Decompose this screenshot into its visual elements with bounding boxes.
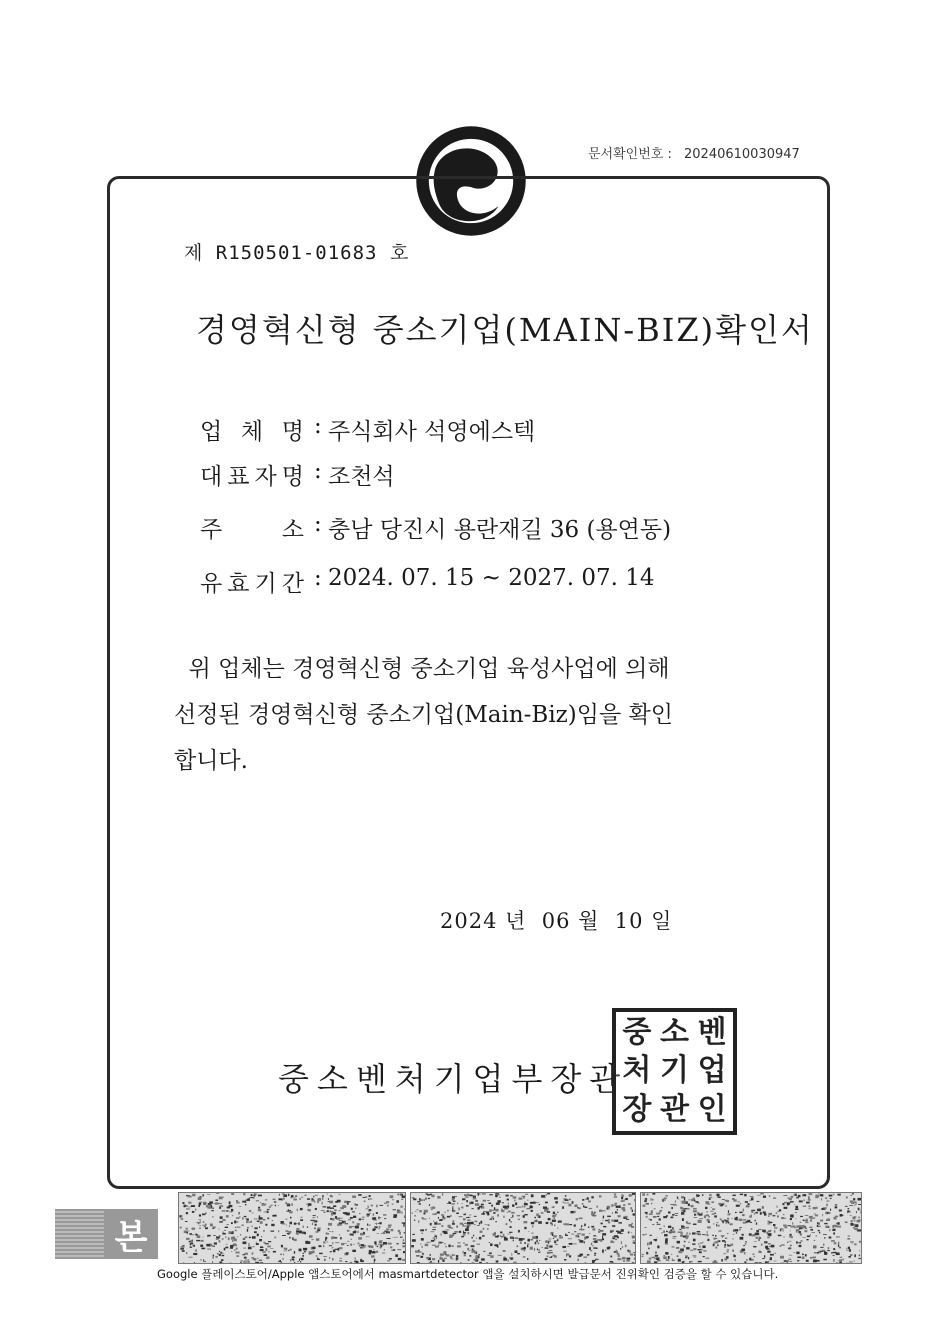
field-separator: : — [314, 565, 322, 591]
certificate-title: 경영혁신형 중소기업(MAIN-BIZ)확인서 — [196, 311, 814, 349]
issue-date: 2024 년 06 월 10 일 — [440, 909, 673, 933]
field-value: 조천석 — [328, 464, 395, 490]
field-key: 유 효 기 간 — [200, 571, 304, 597]
original-stamp: 본 — [104, 1209, 158, 1259]
official-seal: 중 소 벤 처 기 업 장 관 인 — [612, 1008, 737, 1135]
verification-notice: Google 플레이스토어/Apple 앱스토어에서 masmartdetector 앱을 설치하시면 발급문서 진위확인 검증을 할 수 있습니다. — [157, 1267, 779, 1281]
doc-check-number — [588, 143, 800, 162]
issuer-name: 중소벤처기업부장관 — [278, 1060, 629, 1098]
verification-code — [410, 1192, 636, 1264]
doc-check-label: 문서확인번호 : — [588, 147, 672, 162]
verification-code — [640, 1192, 862, 1264]
field-validity-period — [200, 565, 655, 598]
certificate-statement — [174, 646, 780, 784]
pattern-strip — [55, 1209, 105, 1259]
statement-line: 합니다. — [174, 748, 248, 774]
field-key: 주 소 — [200, 517, 304, 543]
field-key: 업 체 명 — [200, 419, 304, 445]
field-separator: : — [314, 413, 322, 439]
doc-check-value: 20240610030947 — [684, 147, 800, 162]
field-company-name — [200, 413, 535, 446]
statement-line: 위 업체는 경영혁신형 중소기업 육성사업에 의해 — [174, 656, 670, 682]
statement-line: 선정된 경영혁신형 중소기업(Main-Biz)임을 확인 — [174, 702, 673, 728]
field-separator: : — [314, 458, 322, 484]
field-value: 2024. 07. 15 ~ 2027. 07. 14 — [328, 565, 655, 591]
field-key: 대 표 자 명 — [200, 464, 304, 490]
field-address — [200, 511, 671, 544]
certificate-number: 제 R150501-01683 호 — [184, 242, 410, 264]
verification-code — [178, 1192, 406, 1264]
field-value: 충남 당진시 용란재길 36 (용연동) — [328, 517, 672, 543]
field-representative — [200, 458, 395, 491]
field-value: 주식회사 석영에스텍 — [328, 419, 536, 445]
field-separator: : — [314, 511, 322, 537]
